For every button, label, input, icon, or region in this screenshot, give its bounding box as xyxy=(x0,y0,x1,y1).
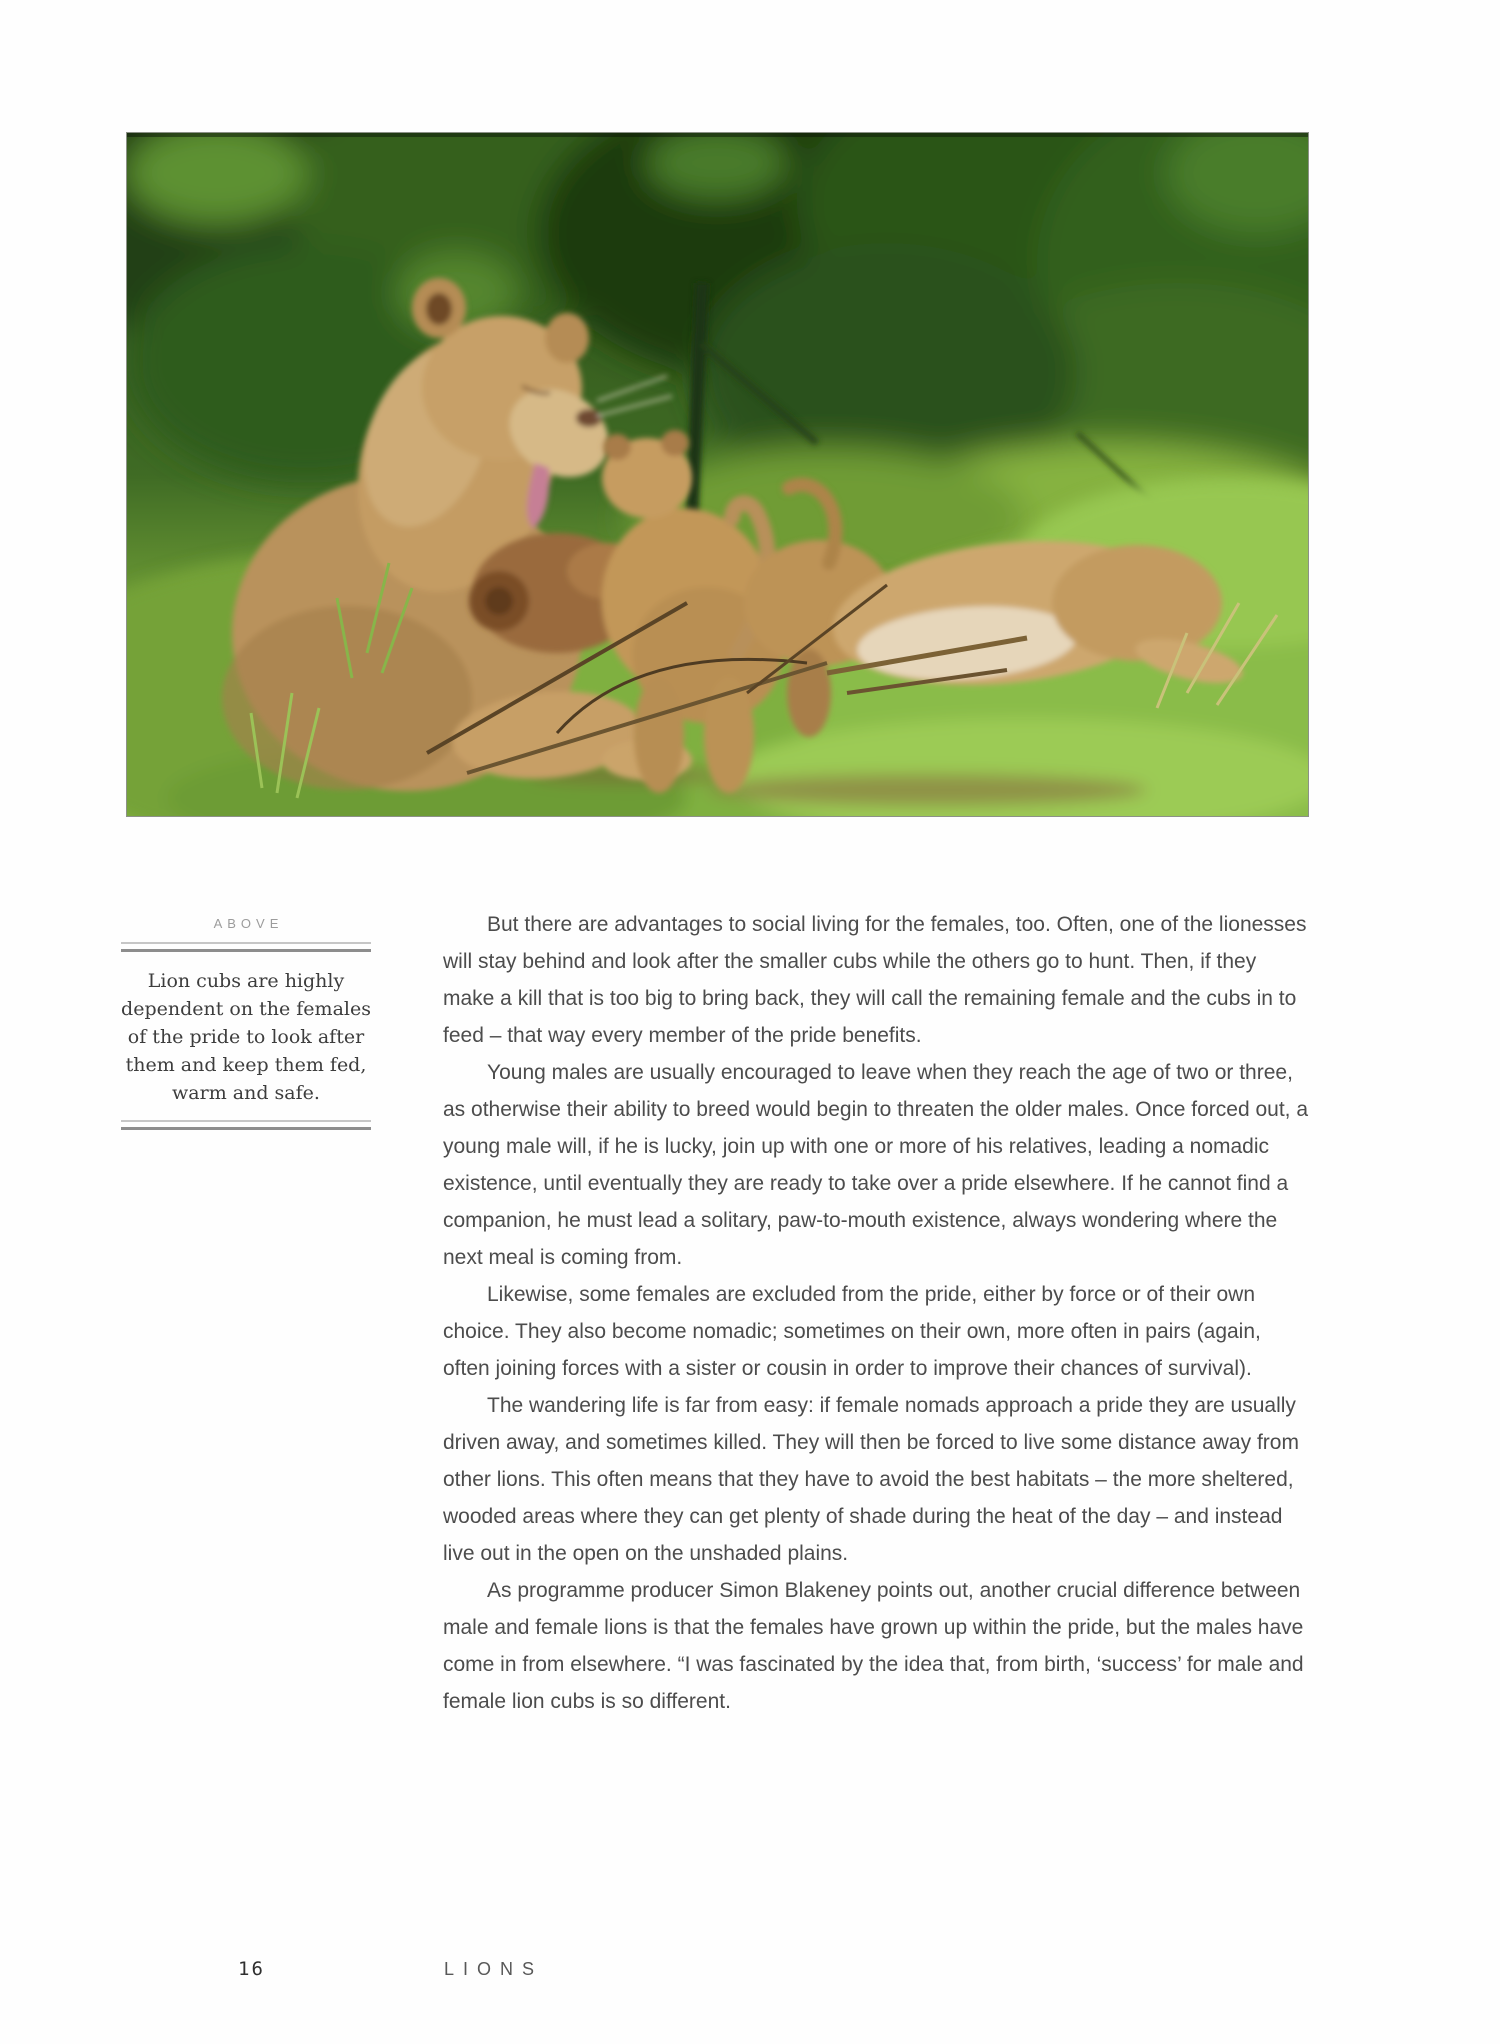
article-paragraph: Likewise, some females are excluded from the pride, either by force or of their own choice. They also become nomadic; sometimes on their own, more often in pairs (again, often joining forces with a sister or cousin in order to improve their chances of survival). xyxy=(443,1283,1261,1380)
article-paragraph: Young males are usually encouraged to leave when they reach the age of two or three, as otherwise their ability to breed would begin to threaten the older males. Once forced out, a young male will, if he is lucky, join up with one or more of his relatives, leading a nomadic existence, until eventually they are ready to take over a pride elsewhere. If he cannot find a companion, he must lead a solitary, paw-to-mouth existence, always wondering where the next meal is coming from. xyxy=(443,1061,1308,1269)
lion-photo-illustration xyxy=(127,133,1308,816)
caption-rule-top xyxy=(121,942,371,952)
article-text xyxy=(443,906,1311,1720)
book-title-footer: LIONS xyxy=(444,1959,544,1979)
article-paragraph: As programme producer Simon Blakeney points out, another crucial difference between male and female lions is that the females have grown up within the pride, but the males have come in from elsewhere. “I was fascinated by the idea that, from birth, ‘success’ for male and female lion cubs is so different. xyxy=(443,1579,1304,1713)
caption-rule-bottom xyxy=(121,1120,371,1130)
photo-caption xyxy=(121,917,371,1130)
caption-text: Lion cubs are highly dependent on the females of the pride to look after them and keep them fed, warm and safe. xyxy=(121,970,371,1104)
lion-family-photo xyxy=(127,133,1308,816)
page-number: 16 xyxy=(238,1958,265,1980)
caption-label: ABOVE xyxy=(213,916,284,931)
article-paragraph: But there are advantages to social living for the females, too. Often, one of the lionesses will stay behind and look after the smaller cubs while the others go to hunt. Then, if they make a kill that is too big to bring back, they will call the remaining female and the cubs in to feed – that way every member of the pride benefits. xyxy=(443,913,1307,1047)
article-paragraph: The wandering life is far from easy: if female nomads approach a pride they are usually driven away, and sometimes killed. They will then be forced to live some distance away from other lions. This often means that they have to avoid the best habitats – the more sheltered, wooded areas where they can get plenty of shade during the heat of the day – and instead live out in the open on the unshaded plains. xyxy=(443,1394,1299,1565)
